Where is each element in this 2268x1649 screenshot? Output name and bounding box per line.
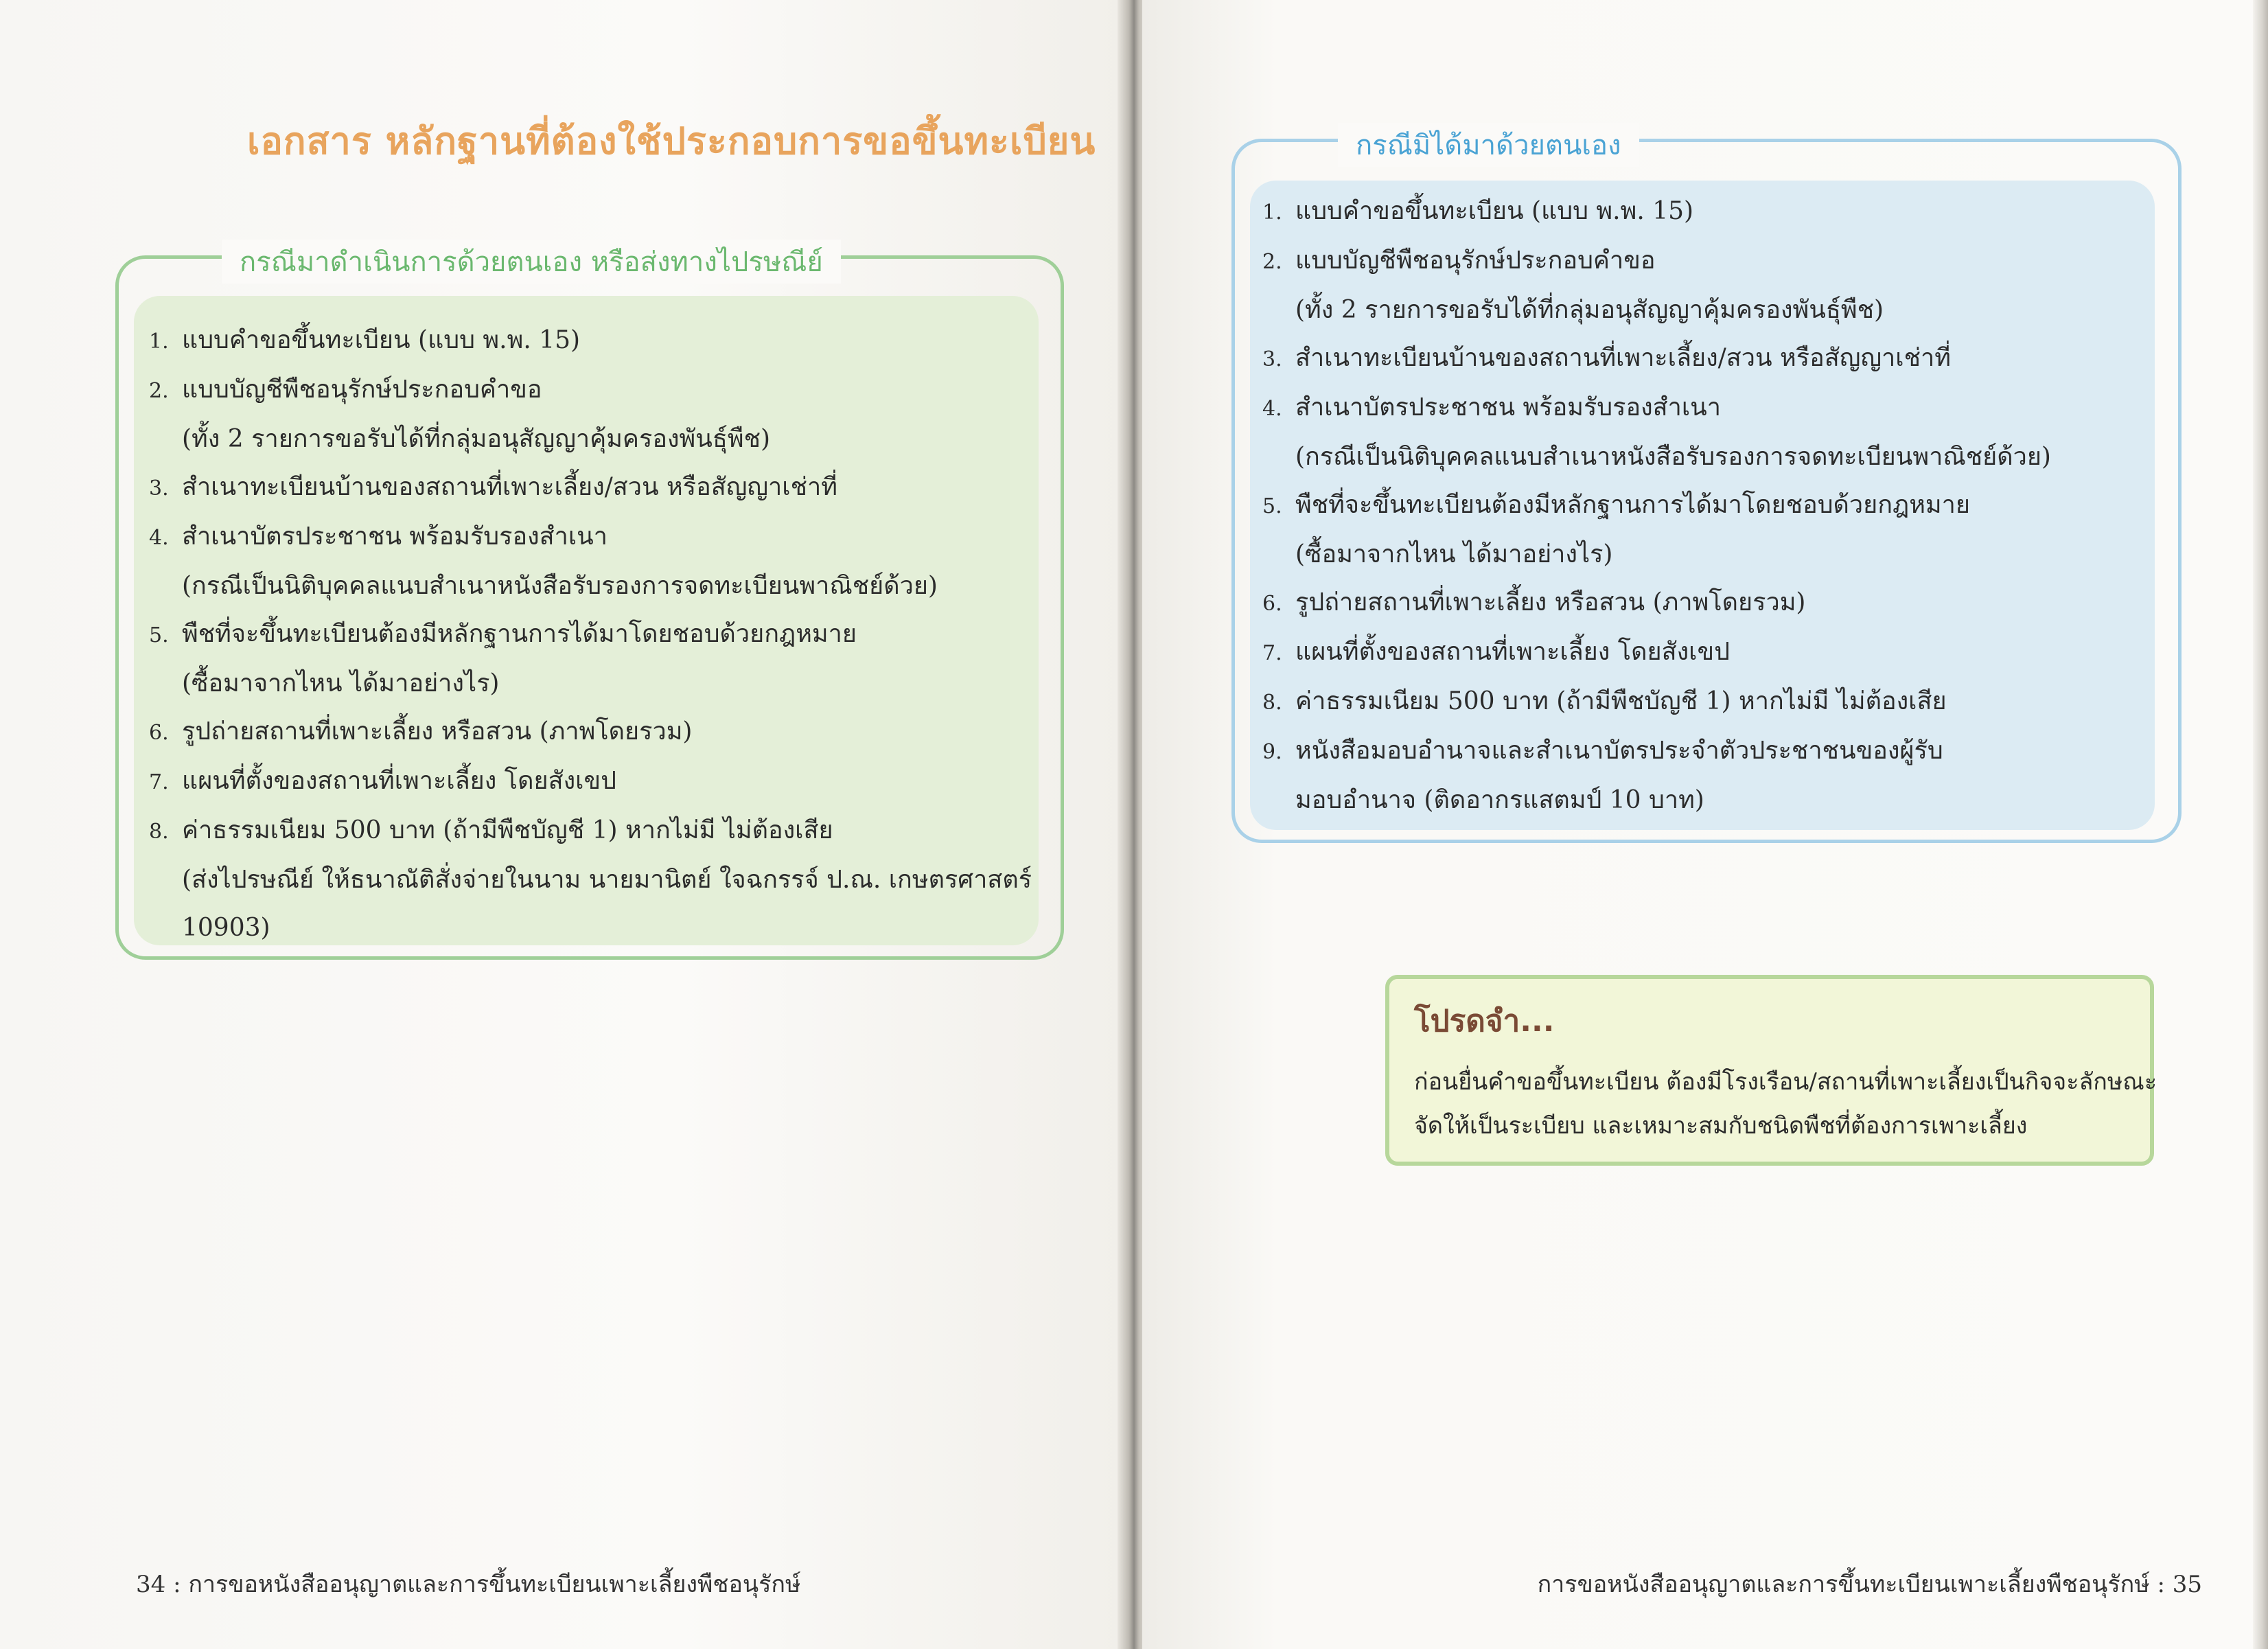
note-title: โปรดจำ... — [1414, 1004, 1555, 1039]
list-item — [1262, 727, 2051, 776]
page-footer: การขอหนังสืออนุญาตและการขึ้นทะเบียนเพาะเลี้ยงพืชอนุรักษ์ : 35 — [1537, 1571, 2202, 1598]
item-number: 6. — [149, 721, 169, 745]
item-text: ค่าธรรมเนียม 500 บาท (ถ้ามีพืชบัญชี 1) หากไม่มี ไม่ต้องเสีย — [1295, 687, 1947, 715]
item-text: (ซื้อมาจากไหน ได้มาอย่างไร) — [1295, 540, 1613, 568]
item-text: รูปถ่ายสถานที่เพาะเลี้ยง หรือสวน (ภาพโดยรวม) — [182, 717, 693, 746]
item-number: 5. — [149, 623, 169, 647]
item-text: แผนที่ตั้งของสถานที่เพาะเลี้ยง โดยสังเขป — [182, 767, 616, 795]
item-number: 8. — [1262, 691, 1282, 715]
item-text: รูปถ่ายสถานที่เพาะเลี้ยง หรือสวน (ภาพโดยรวม) — [1295, 588, 1806, 616]
box-title: กรณีมาดำเนินการด้วยตนเอง หรือส่งทางไปรษณีย์ — [222, 240, 841, 284]
item-text: (ซื้อมาจากไหน ได้มาอย่างไร) — [182, 669, 500, 697]
item-text: สำเนาบัตรประชาชน พร้อมรับรองสำเนา — [182, 522, 608, 551]
list-item — [149, 757, 1032, 807]
item-number: 8. — [149, 820, 169, 844]
page-edge — [2253, 0, 2268, 1649]
item-number: 1. — [1262, 200, 1282, 224]
list-item — [1262, 776, 2051, 824]
box-title: กรณีมิได้มาด้วยตนเอง — [1338, 123, 1639, 167]
list-item — [1262, 433, 2051, 481]
list-item — [149, 415, 1032, 463]
item-text: สำเนาทะเบียนบ้านของสถานที่เพาะเลี้ยง/สวน หรือสัญญาเช่าที่ — [182, 473, 837, 501]
list-item — [149, 463, 1032, 513]
item-text: แบบบัญชีพืชอนุรักษ์ประกอบคำขอ — [182, 376, 542, 404]
list-item — [149, 807, 1032, 856]
list-item — [149, 660, 1032, 708]
item-text: (กรณีเป็นนิติบุคคลแนบสำเนาหนังสือรับรองการจดทะเบียนพาณิชย์ด้วย) — [182, 572, 938, 600]
list-item — [149, 610, 1032, 660]
list-item — [1262, 237, 2051, 286]
list-item — [1262, 579, 2051, 628]
list-item — [1262, 334, 2051, 384]
item-number: 2. — [1262, 250, 1282, 274]
item-number: 4. — [149, 526, 169, 550]
item-number: 6. — [1262, 592, 1282, 616]
note-line: จัดให้เป็นระเบียบ และเหมาะสมกับชนิดพืชที่ต้องการเพาะเลี้ยง — [1414, 1112, 2028, 1140]
list-item — [149, 708, 1032, 757]
page-footer: 34 : การขอหนังสืออนุญาตและการขึ้นทะเบียนเพาะเลี้ยงพืชอนุรักษ์ — [136, 1571, 801, 1598]
list-item — [149, 856, 1032, 904]
item-text: 10903) — [182, 914, 270, 942]
item-number: 3. — [149, 476, 169, 500]
item-text: มอบอำนาจ (ติดอากรแสตมป์ 10 บาท) — [1295, 786, 1704, 814]
proxy-submission-box — [1231, 130, 2182, 843]
note-line: ก่อนยื่นคำขอขึ้นทะเบียน ต้องมีโรงเรือน/สถานที่เพาะเลี้ยงเป็นกิจจะลักษณะ — [1414, 1068, 2157, 1096]
document-list — [149, 316, 1032, 952]
list-item — [1262, 481, 2051, 531]
item-number: 9. — [1262, 740, 1282, 764]
item-text: แบบคำขอขึ้นทะเบียน (แบบ พ.พ. 15) — [182, 326, 581, 354]
list-item — [1262, 628, 2051, 678]
item-text: แผนที่ตั้งของสถานที่เพาะเลี้ยง โดยสังเขป — [1295, 638, 1730, 666]
item-number: 4. — [1262, 397, 1282, 421]
item-text: (กรณีเป็นนิติบุคคลแนบสำเนาหนังสือรับรองการจดทะเบียนพาณิชย์ด้วย) — [1295, 443, 2051, 471]
item-text: ค่าธรรมเนียม 500 บาท (ถ้ามีพืชบัญชี 1) หากไม่มี ไม่ต้องเสีย — [182, 816, 833, 844]
document-list — [1262, 187, 2051, 824]
item-number: 5. — [1262, 494, 1282, 518]
item-text: พืชที่จะขึ้นทะเบียนต้องมีหลักฐานการได้มาโดยชอบด้วยกฎหมาย — [1295, 491, 1970, 519]
item-text: (ทั้ง 2 รายการขอรับได้ที่กลุ่มอนุสัญญาคุ้มครองพันธุ์พืช) — [1295, 296, 1884, 324]
item-number: 3. — [1262, 347, 1282, 371]
self-submission-box — [115, 246, 1064, 960]
list-item — [149, 562, 1032, 610]
item-number: 1. — [149, 330, 169, 354]
page-title: เอกสาร หลักฐานที่ต้องใช้ประกอบการขอขึ้นทะเบียน — [247, 119, 1096, 163]
item-text: พืชที่จะขึ้นทะเบียนต้องมีหลักฐานการได้มาโดยชอบด้วยกฎหมาย — [182, 620, 857, 648]
list-item — [1262, 678, 2051, 727]
list-item — [149, 904, 1032, 952]
item-text: (ทั้ง 2 รายการขอรับได้ที่กลุ่มอนุสัญญาคุ้มครองพันธุ์พืช) — [182, 425, 771, 453]
item-number: 2. — [149, 379, 169, 403]
item-text: สำเนาทะเบียนบ้านของสถานที่เพาะเลี้ยง/สวน หรือสัญญาเช่าที่ — [1295, 344, 1951, 372]
item-number: 7. — [1262, 641, 1282, 665]
item-text: แบบคำขอขึ้นทะเบียน (แบบ พ.พ. 15) — [1295, 197, 1694, 225]
item-text: สำเนาบัตรประชาชน พร้อมรับรองสำเนา — [1295, 393, 1721, 422]
left-page — [0, 0, 1126, 1649]
item-text: หนังสือมอบอำนาจและสำเนาบัตรประจำตัวประชาชนของผู้รับ — [1295, 737, 1943, 765]
list-item — [1262, 531, 2051, 579]
item-number: 7. — [149, 770, 169, 794]
list-item — [149, 366, 1032, 415]
list-item — [149, 316, 1032, 366]
item-text: แบบบัญชีพืชอนุรักษ์ประกอบคำขอ — [1295, 246, 1656, 275]
note-text — [1414, 1060, 2157, 1148]
list-item — [1262, 286, 2051, 334]
list-item — [1262, 384, 2051, 433]
list-item — [149, 513, 1032, 562]
item-text: (ส่งไปรษณีย์ ให้ธนาณัติสั่งจ่ายในนาม นายมานิตย์ ใจฉกรรจ์ ป.ณ. เกษตรศาสตร์ — [182, 866, 1032, 894]
reminder-note — [1385, 975, 2157, 1166]
list-item — [1262, 187, 2051, 237]
